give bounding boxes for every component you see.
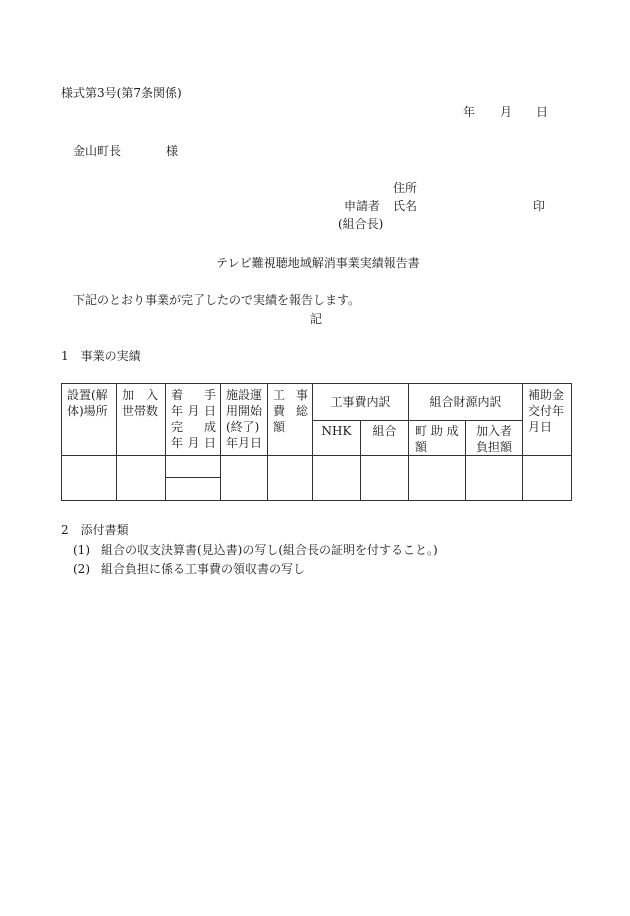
header-start-completion [166, 384, 221, 456]
cell-start-completion[interactable] [166, 456, 221, 501]
total-char-3: 費 [273, 404, 286, 418]
cell-member-burden[interactable] [466, 456, 523, 501]
header-finance-breakdown [409, 384, 523, 421]
header-facility-operation [221, 384, 268, 456]
attachment-item-2-text: 組合負担に係る工事費の領収書の写し [101, 562, 306, 576]
header-total-cost [268, 384, 313, 456]
header-subsidy-date [523, 384, 572, 456]
completion-year-char: 年 [171, 436, 184, 450]
header-facility-line4: 年月日 [226, 436, 263, 450]
header-start-date-line [171, 403, 216, 419]
header-completion-date-line [171, 435, 216, 451]
header-subsidy-line2: 交付年 [528, 404, 565, 418]
attachment-item-2-number: (2) [73, 562, 90, 576]
header-subsidy-line3: 月日 [528, 420, 553, 434]
header-facility-line2: 用開始 [226, 404, 263, 418]
header-location-line2: 体)場所 [67, 404, 108, 418]
name-label: 氏名 [393, 199, 418, 213]
cell-nhk[interactable] [313, 456, 361, 501]
header-union [361, 421, 409, 456]
cell-town-subsidy[interactable] [409, 456, 466, 501]
start-month-char: 月 [187, 404, 200, 418]
header-subsidy-line1: 補助金 [528, 388, 565, 402]
header-start-line [171, 387, 216, 403]
completion-day-char: 日 [203, 436, 216, 450]
header-member-burden [466, 421, 523, 456]
completion-char-1: 完 [171, 420, 184, 434]
form-number: 様式第3号(第7条関係) [61, 86, 182, 100]
address-label: 住所 [393, 181, 418, 195]
addressee-name: 金山町長 [73, 144, 122, 158]
header-facility-line3: (終了) [226, 420, 260, 434]
header-finance-breakdown-label: 組合財源内訳 [429, 395, 502, 409]
header-member-line2: 負担額 [475, 440, 512, 454]
addressee-honorific: 様 [166, 144, 179, 158]
header-facility-line1: 施設運 [226, 388, 263, 402]
date-month-label: 月 [500, 105, 513, 119]
ki-label: 記 [310, 312, 323, 326]
cell-location[interactable] [62, 456, 117, 501]
cell-households[interactable] [117, 456, 166, 501]
intro-text: 下記のとおり事業が完了したので実績を報告します。 [73, 293, 361, 307]
header-households-line1: 加 入 [122, 388, 159, 402]
header-town-line1: 町 助 成 [415, 424, 459, 438]
attachment-item-1-number: (1) [73, 543, 90, 557]
date-year-label: 年 [463, 105, 476, 119]
applicant-label: 申請者 [344, 199, 381, 213]
header-completion-line [171, 419, 216, 435]
total-char-5: 額 [273, 420, 286, 434]
union-head-label: (組合長) [338, 217, 384, 231]
header-nhk-label: NHK [321, 424, 352, 438]
header-town-line2: 額 [415, 440, 428, 454]
section2-heading: 2 添付書類 [61, 523, 129, 537]
start-char-1: 着 [171, 388, 184, 402]
cell-total-cost[interactable] [268, 456, 313, 501]
attachment-item-1-text: 組合の収支決算書(見込書)の写し(組合長の証明を付すること。) [101, 543, 438, 557]
total-char-4: 総 [295, 404, 308, 418]
header-town-subsidy [409, 421, 466, 456]
results-table [61, 383, 572, 501]
header-cost-breakdown-label: 工事費内訳 [330, 395, 391, 409]
start-day-char: 日 [203, 404, 216, 418]
header-cost-breakdown [313, 384, 409, 421]
date-day-label: 日 [536, 105, 549, 119]
header-union-label: 組合 [372, 424, 397, 438]
document-title: テレビ難視聴地域解消事業実績報告書 [216, 256, 420, 270]
cell-subsidy-date[interactable] [523, 456, 572, 501]
cell-completion-date[interactable] [166, 477, 220, 499]
completion-month-char: 月 [187, 436, 200, 450]
cell-start-date[interactable] [166, 456, 220, 477]
header-households-line2: 世帯数 [122, 404, 159, 418]
completion-char-2: 成 [203, 420, 216, 434]
header-total-line3 [273, 419, 308, 435]
header-location [62, 384, 117, 456]
total-char-2: 事 [295, 388, 308, 402]
header-member-line1: 加入者 [475, 424, 512, 438]
start-char-2: 手 [203, 388, 216, 402]
total-char-1: 工 [273, 388, 286, 402]
header-households [117, 384, 166, 456]
start-year-char: 年 [171, 404, 184, 418]
header-location-line1: 設置(解 [67, 388, 108, 402]
seal-mark: 印 [533, 199, 546, 213]
header-nhk [313, 421, 361, 456]
header-total-line2 [273, 403, 308, 419]
header-total-line1 [273, 387, 308, 403]
section1-heading: 1 事業の実績 [61, 349, 141, 363]
cell-facility-date[interactable] [221, 456, 268, 501]
cell-union[interactable] [361, 456, 409, 501]
